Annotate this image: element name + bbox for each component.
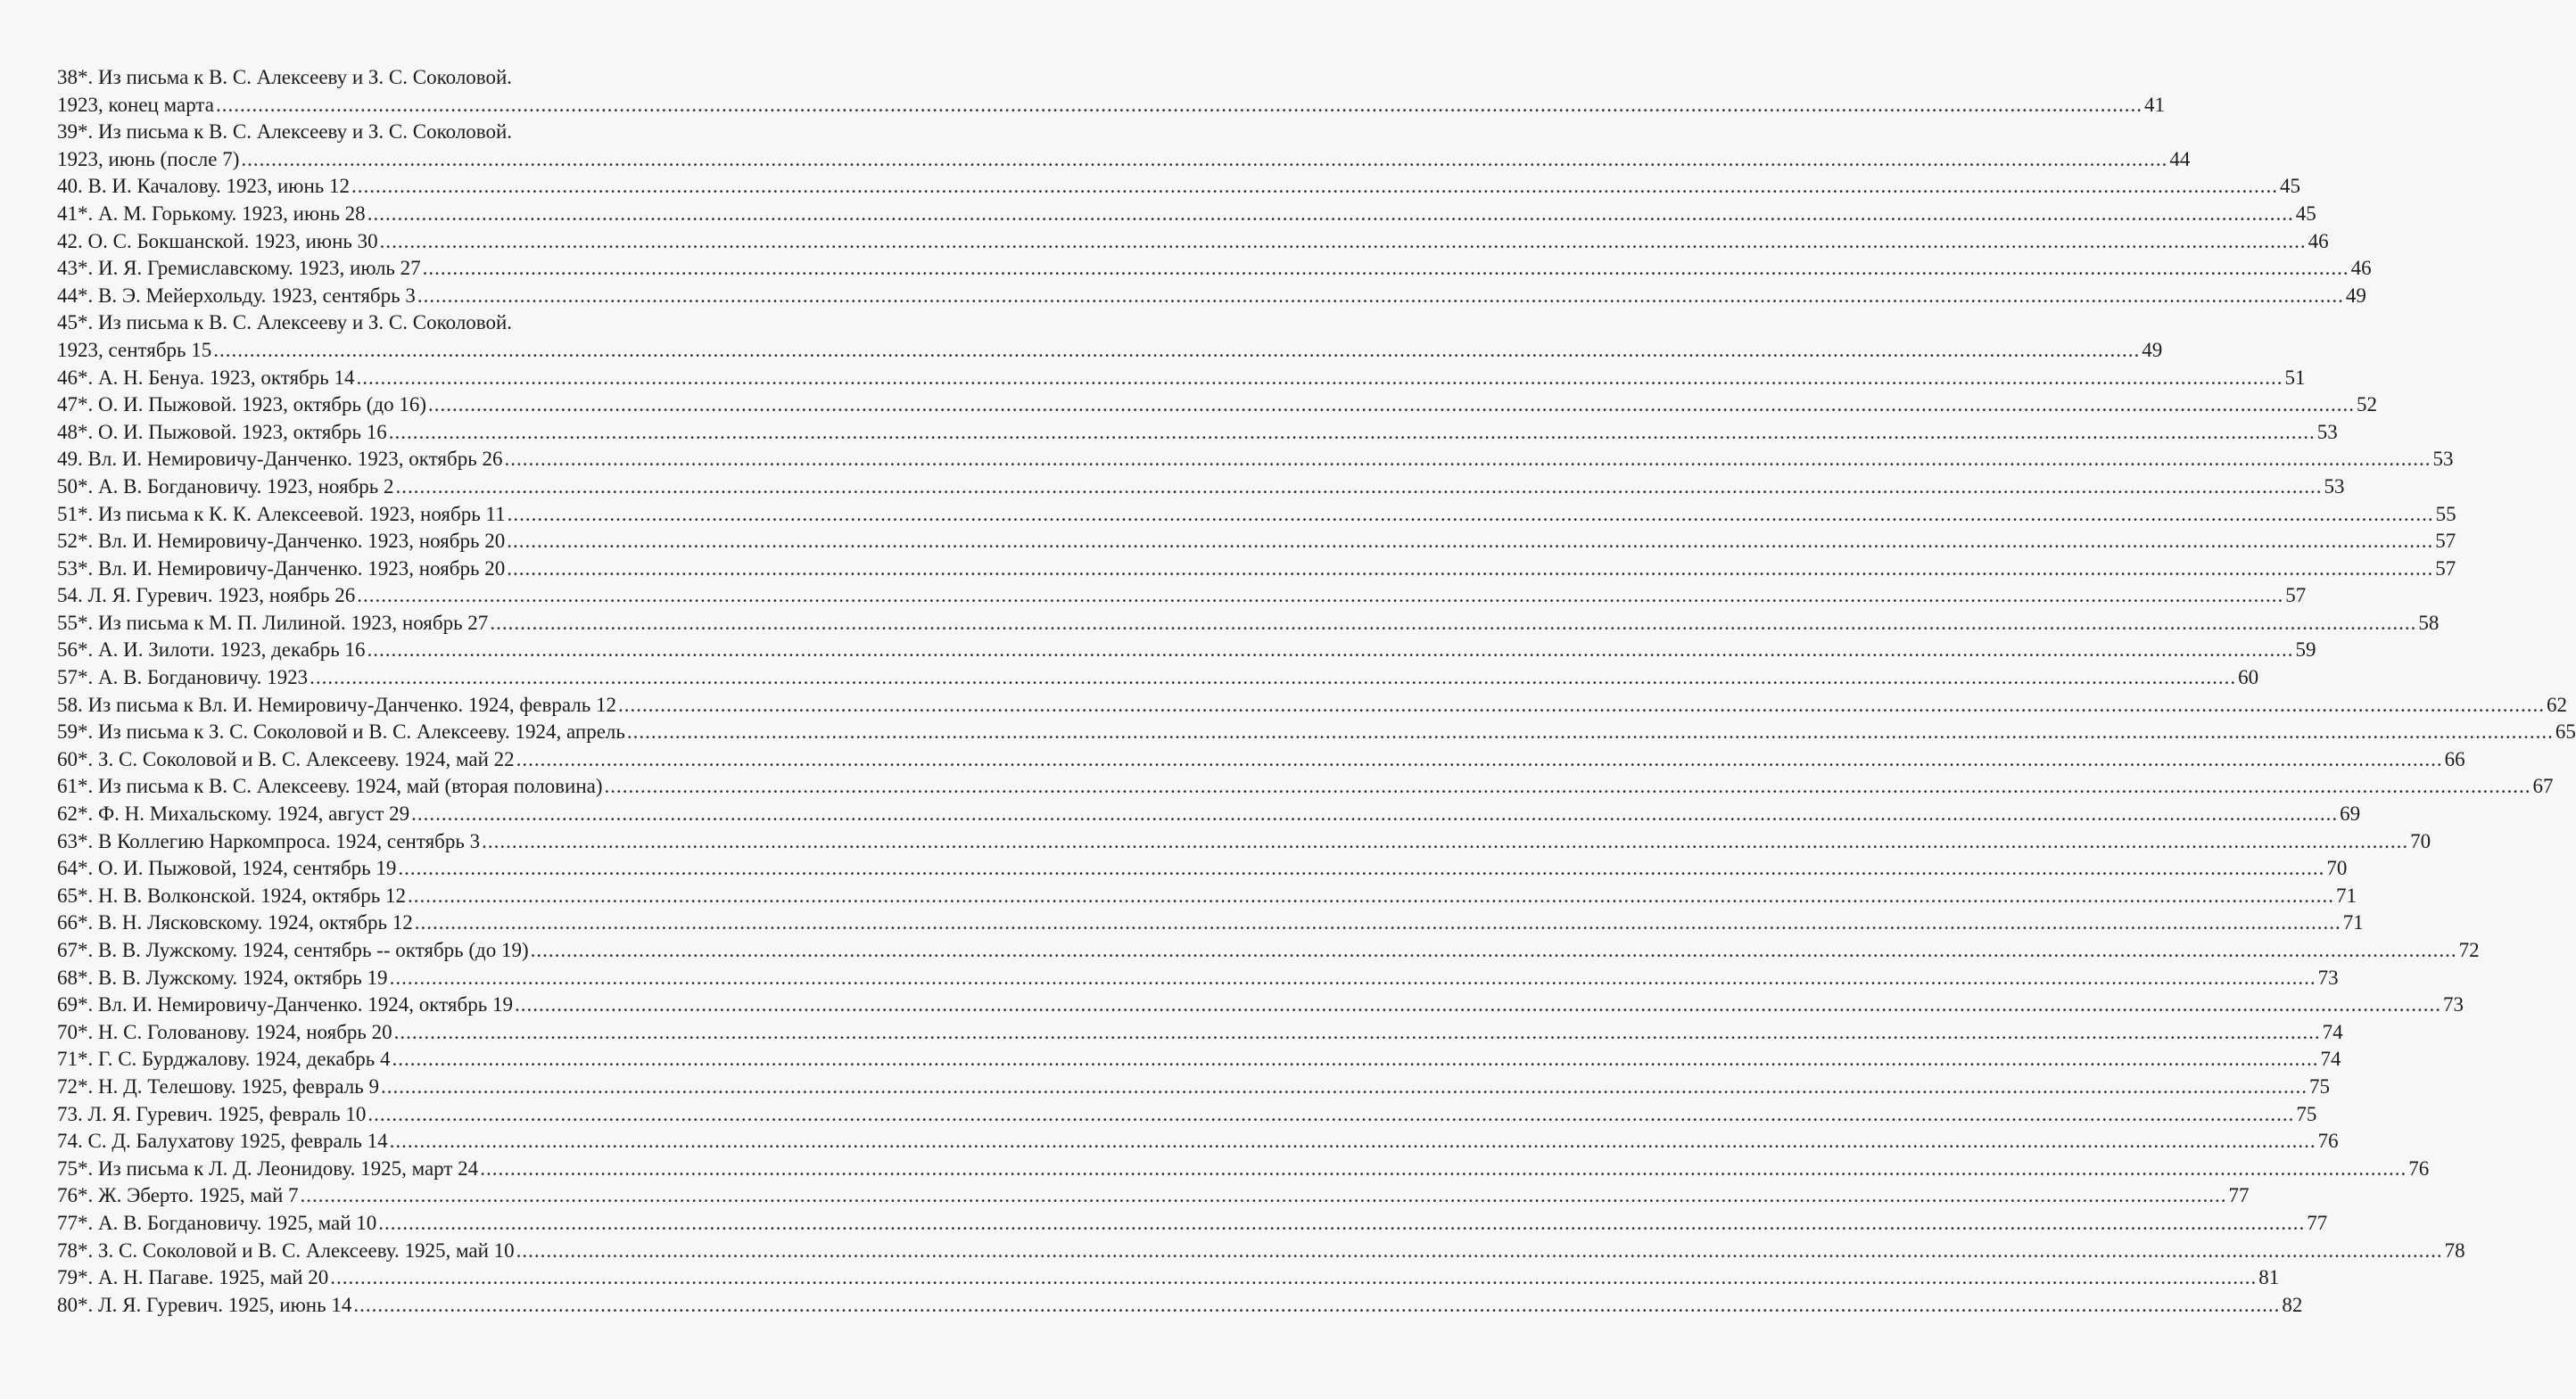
toc-entry [57, 1019, 2343, 1047]
toc-entry-text: 65*. Н. В. Волконской. 1924, октябрь 12 [57, 884, 406, 907]
dot-leader [396, 473, 2323, 501]
toc-line [57, 446, 2454, 473]
toc-entry [57, 692, 2567, 720]
dot-leader [351, 173, 2278, 201]
dot-leader [482, 828, 2408, 856]
toc-entry [57, 501, 2456, 529]
toc-entry-text: 60*. З. С. Соколовой и В. С. Алексееву. 1924, май 22 [57, 747, 515, 770]
page-number: 67 [2532, 775, 2554, 798]
page-number: 70 [2326, 857, 2348, 880]
toc-entry [57, 1074, 2330, 1101]
toc-line [57, 582, 2307, 610]
toc-entry [57, 1182, 2250, 1210]
page-number: 51 [2284, 366, 2306, 389]
toc-line [57, 828, 2432, 856]
toc-line [57, 419, 2338, 447]
page-number: 77 [2307, 1211, 2328, 1234]
toc-entry-text: 64*. О. И. Пыжовой, 1924, сентябрь 19 [57, 857, 397, 880]
toc-entry-text: 62*. Ф. Н. Михальскому. 1924, август 29 [57, 802, 410, 826]
toc-entry-text: 57*. А. В. Богдановичу. 1923 [57, 666, 309, 689]
toc-line [57, 473, 2345, 501]
toc-entry [57, 1292, 2303, 1320]
toc-line [57, 773, 2554, 801]
page-number: 71 [2342, 911, 2364, 934]
toc-entry [57, 992, 2464, 1019]
toc-entry [57, 1210, 2328, 1238]
dot-leader [330, 1264, 2257, 1292]
toc-line [57, 1046, 2341, 1074]
page-number: 53 [2316, 420, 2338, 443]
toc-entry [57, 283, 2366, 310]
dot-leader [310, 664, 2236, 692]
dot-leader [367, 637, 2293, 664]
toc-entry-text: 70*. Н. С. Голованову. 1924, ноябрь 20 [57, 1020, 392, 1043]
toc-entry [57, 719, 2576, 746]
toc-entry-text: 78*. З. С. Соколовой и В. С. Алексееву. 1925, май 10 [57, 1239, 515, 1262]
page-number: 82 [2282, 1293, 2303, 1316]
toc-entry [57, 937, 2480, 965]
toc-entry-text: 68*. В. В. Лужскому. 1924, октябрь 19 [57, 966, 388, 989]
dot-leader [408, 883, 2334, 910]
toc-entry [57, 1156, 2430, 1183]
dot-leader [531, 937, 2457, 965]
dot-leader [507, 555, 2433, 583]
toc-entry [57, 582, 2307, 610]
toc-entry-text: 47*. О. И. Пыжовой. 1923, октябрь (до 16) [57, 393, 427, 416]
toc-entry-text: 75*. Из письма к Л. Д. Леонидову. 1925, март 24 [57, 1156, 479, 1180]
toc-entry-text: 69*. Вл. И. Немировичу-Данченко. 1924, октябрь 19 [57, 993, 513, 1016]
toc-entry-text: 46*. А. Н. Бенуа. 1923, октябрь 14 [57, 366, 355, 389]
dot-leader [423, 255, 2349, 283]
toc-entry-text: 72*. Н. Д. Телешову. 1925, февраль 9 [57, 1074, 379, 1098]
toc-entry [57, 528, 2456, 555]
dot-leader [618, 692, 2545, 720]
toc-entry [57, 201, 2316, 228]
toc-line [57, 391, 2378, 419]
toc-entry-text: 42. О. С. Бокшанской. 1923, июнь 30 [57, 229, 378, 252]
page-number: 49 [2345, 284, 2366, 307]
toc-entry-text: 43*. И. Я. Гремиславскому. 1923, июль 27 [57, 257, 421, 280]
toc-line [57, 692, 2567, 720]
toc-line [57, 883, 2357, 910]
toc-line [57, 283, 2366, 310]
dot-leader [390, 1128, 2316, 1156]
dot-leader [301, 1182, 2227, 1210]
dot-leader [357, 582, 2283, 610]
dot-leader [490, 610, 2416, 638]
toc-line [57, 1074, 2330, 1101]
page-number: 44 [2169, 147, 2191, 170]
toc-entry-text: 45*. Из письма к В. С. Алексееву и З. С. Соколовой. [57, 311, 513, 334]
toc-entry-text: 56*. А. И. Зилоти. 1923, декабрь 16 [57, 638, 366, 662]
toc-line [57, 309, 805, 337]
page-number: 70 [2410, 829, 2432, 852]
toc-entry [57, 473, 2345, 501]
toc-entry-text: 53*. Вл. И. Немировичу-Данченко. 1923, ноябрь 20 [57, 556, 506, 580]
toc-entry [57, 419, 2338, 447]
toc-entry-text: 1923, конец марта [57, 93, 214, 116]
toc-entry [57, 801, 2361, 828]
page-number: 57 [2435, 556, 2456, 580]
toc-entry [57, 173, 2301, 201]
page-number: 74 [2322, 1020, 2343, 1043]
toc-line [57, 637, 2316, 664]
toc-line [57, 501, 2456, 529]
dot-leader [241, 146, 2167, 174]
toc-entry [57, 228, 2329, 256]
page-number: 59 [2295, 638, 2316, 662]
toc-entry-text: 71*. Г. С. Бурджалову. 1924, декабрь 4 [57, 1048, 391, 1071]
toc-line [57, 1156, 2430, 1183]
page-number: 45 [2280, 175, 2301, 198]
dot-leader [213, 337, 2140, 365]
toc-line [57, 746, 2465, 774]
dot-leader [516, 746, 2443, 774]
toc-line [57, 992, 2464, 1019]
toc-line [57, 801, 2361, 828]
toc-entry [57, 965, 2339, 992]
table-of-contents [57, 64, 2576, 1319]
toc-line [57, 146, 2191, 174]
toc-entry-text: 77*. А. В. Богдановичу. 1925, май 10 [57, 1211, 377, 1234]
page-number: 53 [2432, 448, 2454, 471]
toc-entry-text: 79*. А. Н. Пагаве. 1925, май 20 [57, 1266, 329, 1289]
toc-entry-text: 54. Л. Я. Гуревич. 1923, ноябрь 26 [57, 584, 356, 607]
toc-entry [57, 637, 2316, 664]
page-number: 52 [2357, 393, 2378, 416]
toc-entry [57, 828, 2432, 856]
toc-entry-text: 1923, июнь (после 7) [57, 147, 240, 170]
toc-line [57, 173, 2301, 201]
page-number: 65 [2555, 720, 2576, 744]
toc-entry-text: 59*. Из письма к З. С. Соколовой и В. С. Алексееву. 1924, апрель [57, 720, 625, 744]
toc-line [57, 855, 2348, 883]
dot-leader [428, 391, 2355, 419]
toc-line [57, 719, 2576, 746]
toc-entry-text: 50*. А. В. Богдановичу. 1923, ноябрь 2 [57, 474, 394, 498]
toc-entry-text: 49. Вл. И. Немировичу-Данченко. 1923, октябрь 26 [57, 448, 503, 471]
toc-entry-text: 38*. Из письма к В. С. Алексееву и З. С. Соколовой. [57, 66, 513, 88]
dot-leader [353, 1292, 2280, 1320]
dot-leader [627, 719, 2554, 746]
page-number: 75 [2308, 1074, 2330, 1098]
toc-line [57, 1019, 2343, 1047]
page-number: 58 [2418, 611, 2440, 634]
toc-entry [57, 746, 2465, 774]
dot-leader [367, 1101, 2294, 1129]
toc-entry [57, 773, 2554, 801]
toc-entry-text: 52*. Вл. И. Немировичу-Данченко. 1923, ноябрь 20 [57, 530, 506, 553]
dot-leader [480, 1156, 2407, 1183]
page-number: 76 [2317, 1130, 2339, 1153]
toc-line [57, 365, 2306, 392]
toc-line [57, 909, 2364, 937]
toc-line [57, 555, 2456, 583]
dot-leader [394, 1019, 2321, 1047]
page-number: 60 [2238, 666, 2259, 689]
dot-leader [504, 446, 2431, 473]
dot-leader [378, 1210, 2305, 1238]
page-number: 45 [2295, 202, 2316, 225]
toc-entry [57, 855, 2348, 883]
toc-entry [57, 610, 2440, 638]
toc-entry [57, 365, 2306, 392]
toc-entry-text: 44*. В. Э. Мейерхольду. 1923, сентябрь 3 [57, 284, 416, 307]
toc-line [57, 119, 805, 146]
toc-line [57, 337, 2163, 365]
toc-entry [57, 119, 2191, 173]
toc-line [57, 255, 2372, 283]
toc-line [57, 1292, 2303, 1320]
toc-line [57, 201, 2316, 228]
page-number: 62 [2546, 693, 2567, 716]
toc-entry-text: 39*. Из письма к В. С. Алексееву и З. С. Соколовой. [57, 120, 513, 144]
page-number: 46 [2308, 229, 2329, 252]
page-number: 55 [2435, 502, 2456, 525]
toc-entry [57, 909, 2364, 937]
toc-entry [57, 309, 2163, 364]
page-number: 46 [2350, 257, 2372, 280]
page-number: 76 [2408, 1156, 2430, 1180]
toc-entry [57, 391, 2378, 419]
page-number: 75 [2296, 1102, 2317, 1125]
toc-line [57, 528, 2456, 555]
page-number: 53 [2324, 474, 2345, 498]
toc-line [57, 64, 805, 92]
toc-line [57, 610, 2440, 638]
dot-leader [357, 365, 2283, 392]
toc-entry-text: 74. С. Д. Балухатову 1925, февраль 14 [57, 1130, 388, 1153]
toc-entry-text: 63*. В Коллегию Наркомпроса. 1924, сентябрь 3 [57, 829, 481, 852]
toc-entry [57, 883, 2357, 910]
toc-entry [57, 1046, 2341, 1074]
dot-leader [415, 909, 2341, 937]
page-number: 41 [2143, 93, 2165, 116]
dot-leader [216, 92, 2143, 119]
toc-line [57, 228, 2329, 256]
toc-entry-text: 51*. Из письма к К. К. Алексеевой. 1923, ноябрь 11 [57, 502, 506, 525]
dot-leader [389, 419, 2316, 447]
toc-entry [57, 1101, 2317, 1129]
toc-line [57, 937, 2480, 965]
page-number: 81 [2258, 1266, 2280, 1289]
toc-line [57, 1264, 2280, 1292]
dot-leader [390, 965, 2316, 992]
dot-leader [507, 528, 2433, 555]
dot-leader [380, 228, 2307, 256]
toc-line [57, 1128, 2339, 1156]
dot-leader [411, 801, 2338, 828]
page-number: 57 [2435, 530, 2456, 553]
toc-entry-text: 61*. Из письма к В. С. Алексееву. 1924, май (вторая половина) [57, 775, 603, 798]
dot-leader [515, 992, 2441, 1019]
toc-entry [57, 555, 2456, 583]
page-number: 72 [2458, 939, 2480, 961]
toc-entry [57, 64, 2165, 119]
toc-line [57, 1238, 2465, 1265]
page-number: 78 [2444, 1239, 2465, 1262]
dot-leader [381, 1074, 2308, 1101]
toc-entry [57, 1238, 2465, 1265]
toc-entry-text: 73. Л. Я. Гуревич. 1925, февраль 10 [57, 1102, 367, 1125]
page-number: 73 [2442, 993, 2464, 1016]
toc-line [57, 664, 2259, 692]
dot-leader [605, 773, 2531, 801]
toc-entry-text: 1923, сентябрь 15 [57, 338, 212, 361]
toc-entry [57, 255, 2372, 283]
toc-entry [57, 446, 2454, 473]
dot-leader [516, 1238, 2443, 1265]
toc-entry-text: 41*. А. М. Горькому. 1923, июнь 28 [57, 202, 366, 225]
toc-entry-text: 58. Из письма к Вл. И. Немировичу-Данченко. 1924, февраль 12 [57, 693, 616, 716]
toc-entry [57, 664, 2259, 692]
page-number: 77 [2228, 1184, 2250, 1207]
dot-leader [392, 1046, 2319, 1074]
dot-leader [417, 283, 2344, 310]
page-number: 71 [2335, 884, 2357, 907]
toc-entry-text: 48*. О. И. Пыжовой. 1923, октябрь 16 [57, 420, 387, 443]
toc-line [57, 1182, 2250, 1210]
page-number: 73 [2317, 966, 2339, 989]
toc-line [57, 965, 2339, 992]
page-number: 69 [2340, 802, 2361, 826]
dot-leader [508, 501, 2434, 529]
page-number: 57 [2285, 584, 2307, 607]
toc-entry [57, 1128, 2339, 1156]
toc-entry [57, 1264, 2280, 1292]
toc-line [57, 1210, 2328, 1238]
toc-line [57, 1101, 2317, 1129]
toc-entry-text: 67*. В. В. Лужскому. 1924, сентябрь -- октябрь (до 19) [57, 939, 529, 961]
toc-entry-text: 40. В. И. Качалову. 1923, июнь 12 [57, 175, 351, 198]
dot-leader [367, 201, 2294, 228]
toc-entry-text: 66*. В. Н. Лясковскому. 1924, октябрь 12 [57, 911, 413, 934]
page-number: 66 [2444, 747, 2465, 770]
toc-entry-text: 55*. Из письма к М. П. Лилиной. 1923, ноябрь 27 [57, 611, 489, 634]
toc-line [57, 92, 2165, 119]
toc-entry-text: 76*. Ж. Эберто. 1925, май 7 [57, 1184, 299, 1207]
toc-entry-text: 80*. Л. Я. Гуревич. 1925, июнь 14 [57, 1293, 352, 1316]
page-number: 49 [2142, 338, 2163, 361]
page-number: 74 [2320, 1048, 2341, 1071]
dot-leader [398, 855, 2324, 883]
